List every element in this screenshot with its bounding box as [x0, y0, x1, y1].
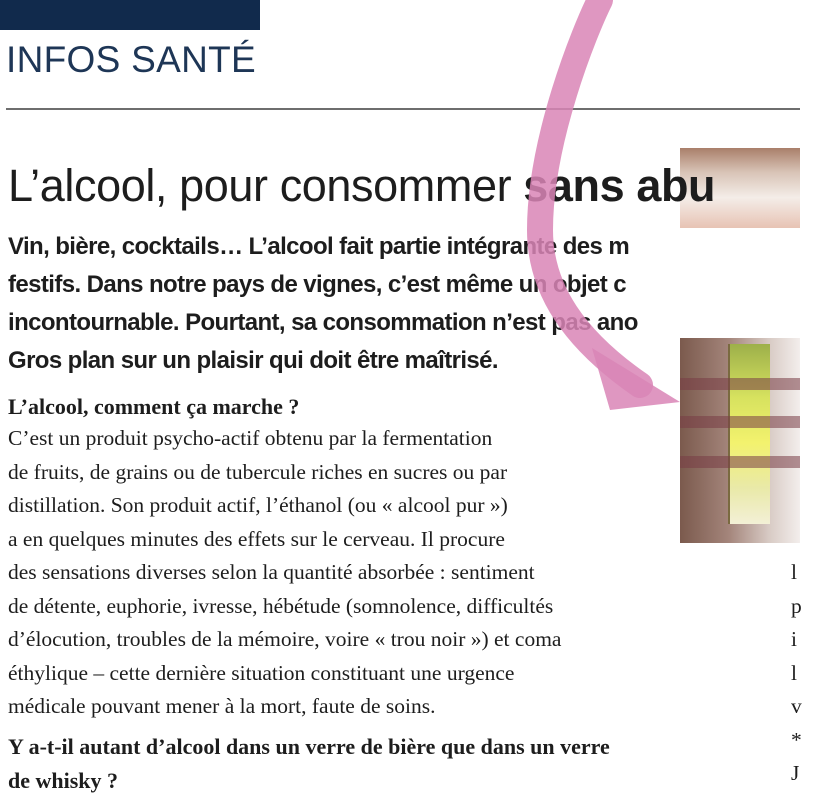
subhead-line: de whisky ?	[8, 768, 119, 793]
right-column-fragments	[791, 556, 802, 791]
lead-line: Vin, bière, cocktails… L’alcool fait partie intégrante des m	[8, 233, 630, 260]
fragment-letter: p	[791, 593, 802, 618]
fragment-letter: l	[791, 560, 797, 584]
headline-bold: sans abu	[523, 160, 716, 211]
photo-stripe	[680, 456, 800, 468]
body-line: distillation. Son produit actif, l’éthanol (ou « alcool pur »)	[8, 493, 508, 517]
fragment-letter: v	[791, 694, 802, 718]
lead-line: festifs. Dans notre pays de vignes, c’est même un objet c	[8, 271, 627, 298]
subhead-line: Y a-t-il autant d’alcool dans un verre de bière que dans un verre	[8, 734, 610, 759]
fragment-letter: l	[791, 660, 797, 685]
body-line: de fruits, de grains ou de tubercule riches en sucres ou par	[8, 459, 508, 484]
lead-line: Gros plan sur un plaisir qui doit être maîtrisé.	[8, 347, 498, 374]
fragment-letter: J	[791, 761, 800, 785]
body-line: des sensations diverses selon la quantité absorbée : sentiment	[8, 560, 535, 584]
header-color-bar	[0, 0, 260, 30]
body-line: d’élocution, troubles de la mémoire, voire « trou noir ») et coma	[8, 627, 562, 651]
body-line: médicale pouvant mener à la mort, faute de soins.	[8, 694, 436, 718]
photo-stripe	[680, 416, 800, 428]
subhead-line: L’alcool, comment ça marche ?	[8, 394, 300, 419]
header-rule	[6, 108, 800, 110]
subhead-how-it-works	[8, 390, 299, 424]
subhead-beer-vs-whisky	[8, 730, 610, 798]
headline-regular: L’alcool, pour consommer	[8, 160, 524, 211]
body-line: de détente, euphorie, ivresse, hébétude (somnolence, difficultés	[8, 593, 554, 618]
lead-line: incontournable. Pourtant, sa consommation n’est pas ano	[8, 309, 638, 336]
fragment-letter: i	[791, 627, 797, 651]
body-paragraph	[8, 422, 561, 724]
section-label: INFOS SANTÉ	[6, 39, 256, 80]
body-line: éthylique – cette dernière situation constituant une urgence	[8, 660, 515, 685]
body-line: a en quelques minutes des effets sur le cerveau. Il procure	[8, 526, 505, 551]
article-headline	[8, 152, 715, 220]
body-line: C’est un produit psycho-actif obtenu par la fermentation	[8, 426, 493, 450]
fragment-letter: *	[791, 727, 802, 752]
article-lead	[8, 228, 828, 380]
